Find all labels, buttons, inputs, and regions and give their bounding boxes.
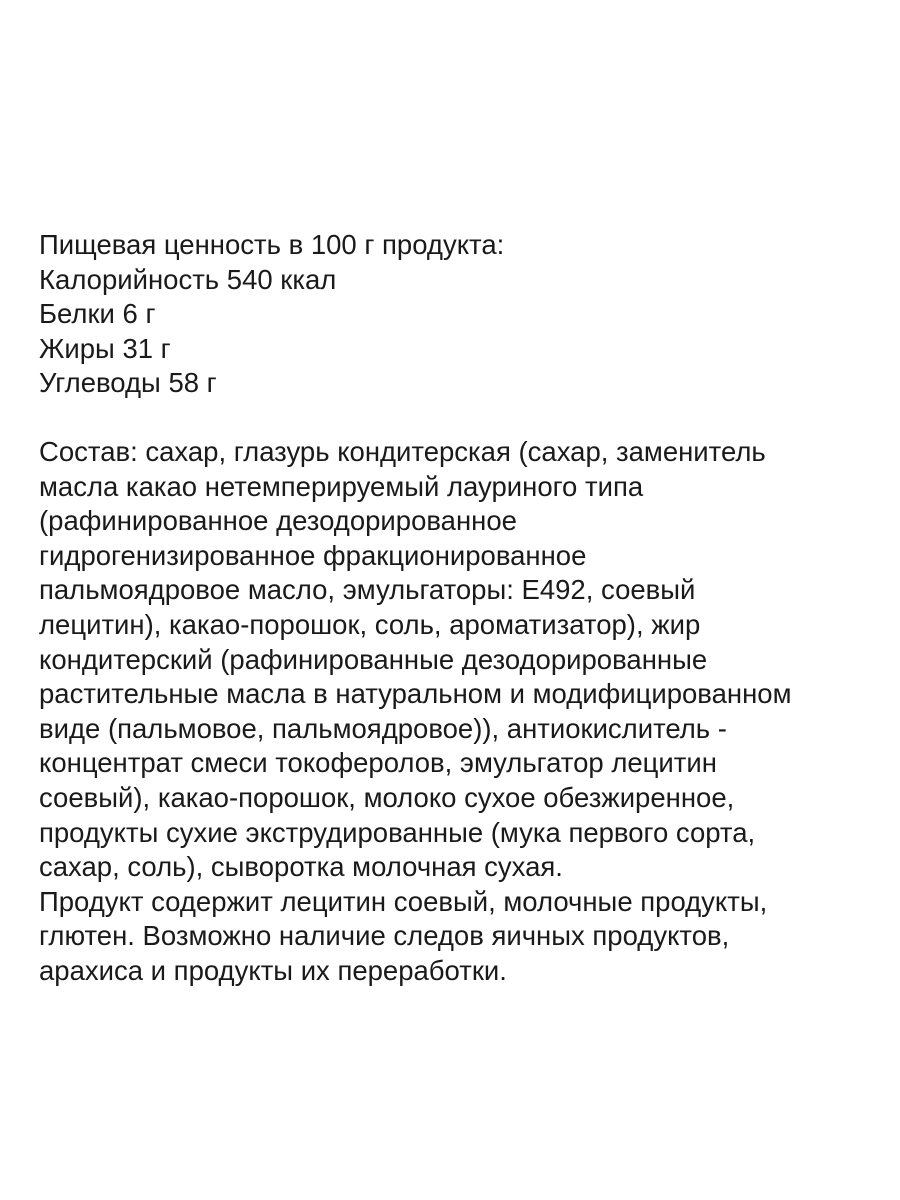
composition-line: растительные масла в натуральном и модифицированном — [39, 678, 792, 710]
composition-line: виде (пальмовое, пальмоядровое)), антиокислитель - — [39, 712, 727, 744]
allergen-line: Продукт содержит лецитин соевый, молочные продукты, — [39, 885, 768, 917]
nutrition-heading: Пищевая ценность в 100 г продукта: — [39, 229, 505, 260]
fats-line: Жиры 31 г — [39, 332, 171, 364]
composition-line: Состав: сахар, глазурь кондитерская (сахар, заменитель — [39, 435, 766, 467]
allergen-line: арахиса и продукты их переработки. — [39, 954, 507, 986]
composition-line: продукты сухие экструдированные (мука первого сорта, — [39, 816, 756, 848]
composition-line: масла какао нетемперируемый лауриного типа — [39, 470, 644, 502]
composition-line: лецитин), какао-порошок, соль, ароматизатор), жир — [39, 608, 701, 640]
nutrition-block — [39, 228, 879, 401]
composition-line: кондитерский (рафинированные дезодорированные — [39, 643, 708, 675]
composition-line: соевый), какао-порошок, молоко сухое обезжиренное, — [39, 781, 735, 813]
paragraph-spacer — [39, 401, 879, 435]
composition-line: концентрат смеси токоферолов, эмульгатор лецитин — [39, 747, 717, 779]
allergen-line: глютен. Возможно наличие следов яичных продуктов, — [39, 920, 730, 952]
product-info-text — [39, 228, 879, 988]
proteins-line: Белки 6 г — [39, 298, 156, 330]
calories-line: Калорийность 540 ккал — [39, 263, 337, 295]
composition-block — [39, 435, 879, 989]
composition-line: пальмоядровое масло, эмульгаторы: Е492, соевый — [39, 574, 696, 606]
composition-line: (рафинированное дезодорированное — [39, 505, 517, 537]
carbs-line: Углеводы 58 г — [39, 367, 217, 399]
composition-line: сахар, соль), сыворотка молочная сухая. — [39, 851, 563, 883]
composition-line: гидрогенизированное фракционированное — [39, 539, 587, 571]
